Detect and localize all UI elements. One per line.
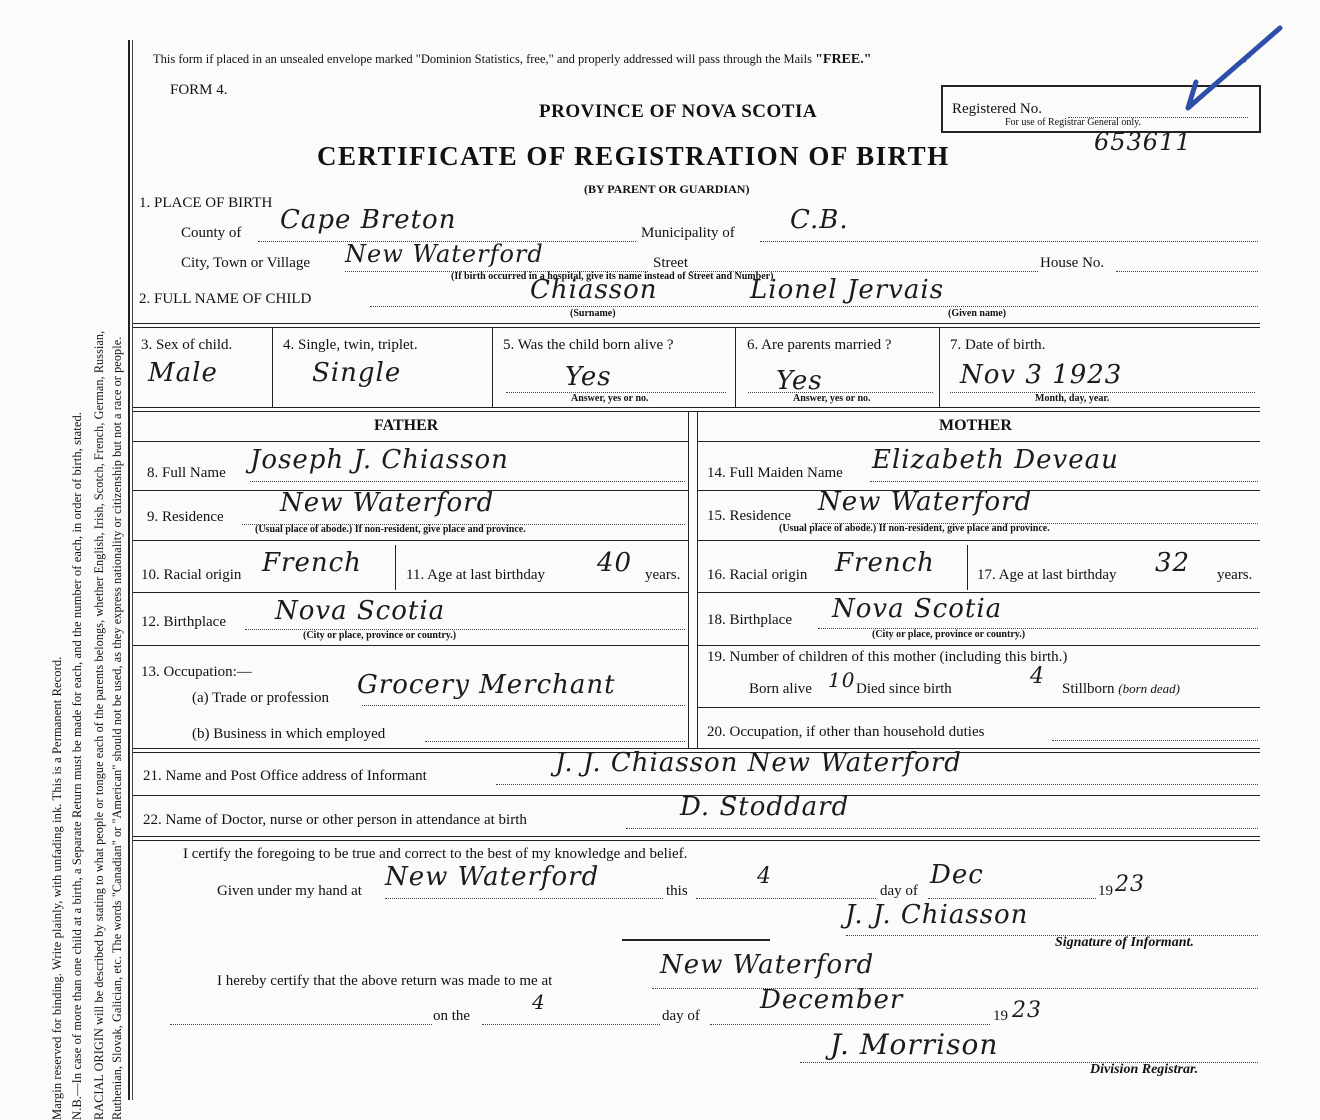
given-day-of-label: day of xyxy=(880,883,918,900)
mother-racial-value: French xyxy=(835,548,935,578)
mother-occupation-label: 20. Occupation, if other than household duties xyxy=(707,724,984,741)
registrar-year-value: 23 xyxy=(1012,998,1042,1023)
date-of-birth-label: 7. Date of birth. xyxy=(950,337,1045,354)
child-given-name: Lionel Jervais xyxy=(750,275,944,305)
mail-notice: This form if placed in an unsealed envelope marked "Dominion Statistics, free," and properly addressed will pass through the Mails "FREE." xyxy=(153,52,872,68)
parents-married-value: Yes xyxy=(776,366,823,396)
city-label: City, Town or Village xyxy=(181,255,310,272)
city-value: New Waterford xyxy=(345,240,544,268)
father-racial-age-divider xyxy=(395,545,396,590)
father-trade-label: (a) Trade or profession xyxy=(192,690,329,707)
mother-name-dots xyxy=(870,481,1258,482)
father-residence-label: 9. Residence xyxy=(147,509,224,526)
father-occupation-label: 13. Occupation:— xyxy=(141,664,252,681)
father-trade-dots xyxy=(362,705,685,706)
plurality-label: 4. Single, twin, triplet. xyxy=(283,337,418,354)
given-month-value: Dec xyxy=(930,860,984,890)
parents-married-label: 6. Are parents married ? xyxy=(747,337,892,354)
margin-line-4: Ruthenian, Slovak, Galician, etc. The words "Canadian" or "American" should not be used, as they express nationality or citizenship but not a race or people. xyxy=(110,337,125,1120)
date-of-birth-note: Month, day, year. xyxy=(1035,393,1109,404)
given-day-value: 4 xyxy=(757,864,772,889)
col-divider-2 xyxy=(492,328,493,407)
mother-birthplace-rule xyxy=(697,645,1260,646)
father-racial-rule xyxy=(133,592,688,593)
mother-residence-rule xyxy=(697,540,1260,541)
blue-check-mark xyxy=(1184,22,1294,112)
informant-signature-label: Signature of Informant. xyxy=(1055,935,1194,951)
plurality-value: Single xyxy=(312,358,401,388)
registered-number: 653611 xyxy=(1094,128,1192,156)
father-business-dots xyxy=(425,741,685,742)
born-alive-note: Answer, yes or no. xyxy=(571,393,649,404)
date-of-birth-value: Nov 3 1923 xyxy=(960,360,1122,390)
father-residence-rule xyxy=(133,540,688,541)
street-label: Street xyxy=(653,255,688,272)
mother-birthplace-label: 18. Birthplace xyxy=(707,612,792,629)
informant-signature: J. J. Chiasson xyxy=(845,900,1028,930)
county-value: Cape Breton xyxy=(280,205,456,235)
form-number: FORM 4. xyxy=(170,82,228,99)
mother-racial-label: 16. Racial origin xyxy=(707,567,807,584)
registrar-year-prefix: 19 xyxy=(993,1008,1008,1025)
given-under-hand-label: Given under my hand at xyxy=(217,883,362,900)
registrar-statement: I hereby certify that the above return was made to me at xyxy=(217,973,552,990)
father-birthplace-note: (City or place, province or country.) xyxy=(303,630,456,641)
father-mother-divider xyxy=(688,412,689,748)
informant-dots xyxy=(496,784,1258,785)
mother-residence-label: 15. Residence xyxy=(707,508,791,525)
children-count-label: 19. Number of children of this mother (including this birth.) xyxy=(707,649,1067,666)
registrar-day-of-label: day of xyxy=(662,1008,700,1025)
given-year-value: 23 xyxy=(1115,872,1145,897)
margin-rule-inner xyxy=(132,40,133,1100)
county-label: County of xyxy=(181,225,241,242)
father-birthplace-label: 12. Birthplace xyxy=(141,614,226,631)
sex-value: Male xyxy=(148,358,218,388)
father-trade-value: Grocery Merchant xyxy=(357,670,616,700)
registrar-month-value: December xyxy=(760,985,903,1015)
given-place-dots xyxy=(385,898,663,899)
father-heading-rule xyxy=(133,441,688,442)
mother-racial-age-divider xyxy=(967,545,968,590)
given-month-dots xyxy=(928,898,1096,899)
child-surname: Chiasson xyxy=(530,275,658,305)
registrar-place-value: New Waterford xyxy=(660,950,874,980)
sex-label: 3. Sex of child. xyxy=(141,337,232,354)
given-name-label: (Given name) xyxy=(948,308,1006,319)
mother-heading: MOTHER xyxy=(939,417,1012,435)
mother-racial-rule xyxy=(697,592,1260,593)
born-alive-label: 5. Was the child born alive ? xyxy=(503,337,674,354)
informant-signature-dots xyxy=(846,935,1258,936)
col-divider-4 xyxy=(939,328,940,407)
rule-after-doctor xyxy=(133,836,1260,841)
father-age-label: 11. Age at last birthday xyxy=(406,567,545,584)
mother-abode-note: (Usual place of abode.) If non-resident, give place and province. xyxy=(779,523,1050,534)
father-abode-note: (Usual place of abode.) If non-resident, give place and province. xyxy=(255,524,526,535)
col-divider-1 xyxy=(272,328,273,407)
mother-age-value: 32 xyxy=(1155,548,1190,578)
father-years-label: years. xyxy=(645,567,680,584)
given-place-value: New Waterford xyxy=(385,862,599,892)
registered-label: Registered No. xyxy=(952,101,1042,118)
father-mother-divider-2 xyxy=(697,412,698,748)
parents-married-note: Answer, yes or no. xyxy=(793,393,871,404)
house-no-label: House No. xyxy=(1040,255,1104,272)
doctor-value: D. Stoddard xyxy=(680,792,849,822)
mother-years-label: years. xyxy=(1217,567,1252,584)
born-alive-value: Yes xyxy=(565,362,612,392)
mother-birthplace-note: (City or place, province or country.) xyxy=(872,629,1025,640)
registrar-signature: J. Morrison xyxy=(830,1028,998,1061)
father-business-label: (b) Business in which employed xyxy=(192,726,385,743)
house-no-dots xyxy=(1116,271,1258,272)
mother-name-label: 14. Full Maiden Name xyxy=(707,465,843,482)
doctor-dots xyxy=(626,828,1258,829)
father-birthplace-rule xyxy=(133,645,688,646)
certify-statement: I certify the foregoing to be true and correct to the best of my knowledge and belief. xyxy=(183,846,687,863)
born-alive-count-value: 10 xyxy=(828,668,855,692)
margin-instructions xyxy=(4,40,124,1100)
registrar-month-dots xyxy=(710,1024,990,1025)
place-of-birth-label: 1. PLACE OF BIRTH xyxy=(139,195,272,212)
registrar-leading-dots xyxy=(170,1024,432,1025)
doctor-label: 22. Name of Doctor, nurse or other person in attendance at birth xyxy=(143,812,527,829)
died-since-birth-label: Died since birth xyxy=(856,681,952,698)
informant-value: J. J. Chiasson New Waterford xyxy=(555,748,962,778)
rule-after-name xyxy=(133,323,1260,328)
this-label: this xyxy=(666,883,688,900)
municipality-dots xyxy=(760,241,1258,242)
mother-residence-value: New Waterford xyxy=(818,487,1032,517)
registrar-use-note: For use of Registrar General only. xyxy=(1005,117,1141,128)
margin-line-2: N.B.—In case of more than one child at a birth, a Separate Return must be made for each, and the number of each, in order of birth, stated. xyxy=(70,412,85,1120)
mother-name-value: Elizabeth Deveau xyxy=(872,445,1119,475)
surname-label: (Surname) xyxy=(570,308,616,319)
on-the-label: on the xyxy=(433,1008,470,1025)
father-residence-value: New Waterford xyxy=(280,488,494,518)
margin-line-1: Margin reserved for binding. Write plainly, with unfading ink. This is a Permanent Record. xyxy=(50,657,65,1120)
certificate-title: CERTIFICATE OF REGISTRATION OF BIRTH xyxy=(317,141,950,172)
municipality-label: Municipality of xyxy=(641,225,735,242)
father-heading: FATHER xyxy=(374,417,438,435)
given-day-dots xyxy=(696,898,876,899)
mother-birthplace-value: Nova Scotia xyxy=(832,594,1002,624)
child-name-label: 2. FULL NAME OF CHILD xyxy=(139,291,311,308)
registrar-place-dots xyxy=(652,988,1258,989)
province-heading: PROVINCE OF NOVA SCOTIA xyxy=(539,101,817,123)
mother-occupation-dots xyxy=(1052,740,1258,741)
separator-rule xyxy=(622,939,770,941)
hospital-note: (If birth occurred in a hospital, give its name instead of Street and Number) xyxy=(451,271,773,282)
died-since-birth-value: 4 xyxy=(1030,664,1045,689)
margin-line-3: RACIAL ORIGIN will be described by stating to what people or tongue each of the parents belongs, whether English, Irish, Scotch, French, German, Russian, xyxy=(92,331,107,1120)
registrar-day-value: 4 xyxy=(532,990,546,1014)
certificate-subtitle: (BY PARENT OR GUARDIAN) xyxy=(584,182,749,197)
father-name-label: 8. Full Name xyxy=(147,465,226,482)
father-racial-value: French xyxy=(262,548,362,578)
born-alive-count-label: Born alive xyxy=(749,681,812,698)
col-divider-3 xyxy=(735,328,736,407)
informant-label: 21. Name and Post Office address of Informant xyxy=(143,768,427,785)
mother-age-label: 17. Age at last birthday xyxy=(977,567,1117,584)
child-name-dots xyxy=(370,306,1258,307)
father-age-value: 40 xyxy=(597,548,632,578)
stillborn-label: Stillborn (born dead) xyxy=(1062,681,1180,698)
registrar-day-dots xyxy=(482,1024,660,1025)
father-name-value: Joseph J. Chiasson xyxy=(250,445,509,475)
father-birthplace-value: Nova Scotia xyxy=(275,596,445,626)
division-registrar-label: Division Registrar. xyxy=(1090,1062,1198,1078)
municipality-value: C.B. xyxy=(790,205,849,235)
given-year-prefix: 19 xyxy=(1098,883,1113,900)
father-name-dots xyxy=(250,481,685,482)
margin-rule xyxy=(128,40,130,1100)
father-racial-label: 10. Racial origin xyxy=(141,567,241,584)
mother-heading-rule xyxy=(697,441,1260,442)
children-count-rule xyxy=(697,707,1260,708)
